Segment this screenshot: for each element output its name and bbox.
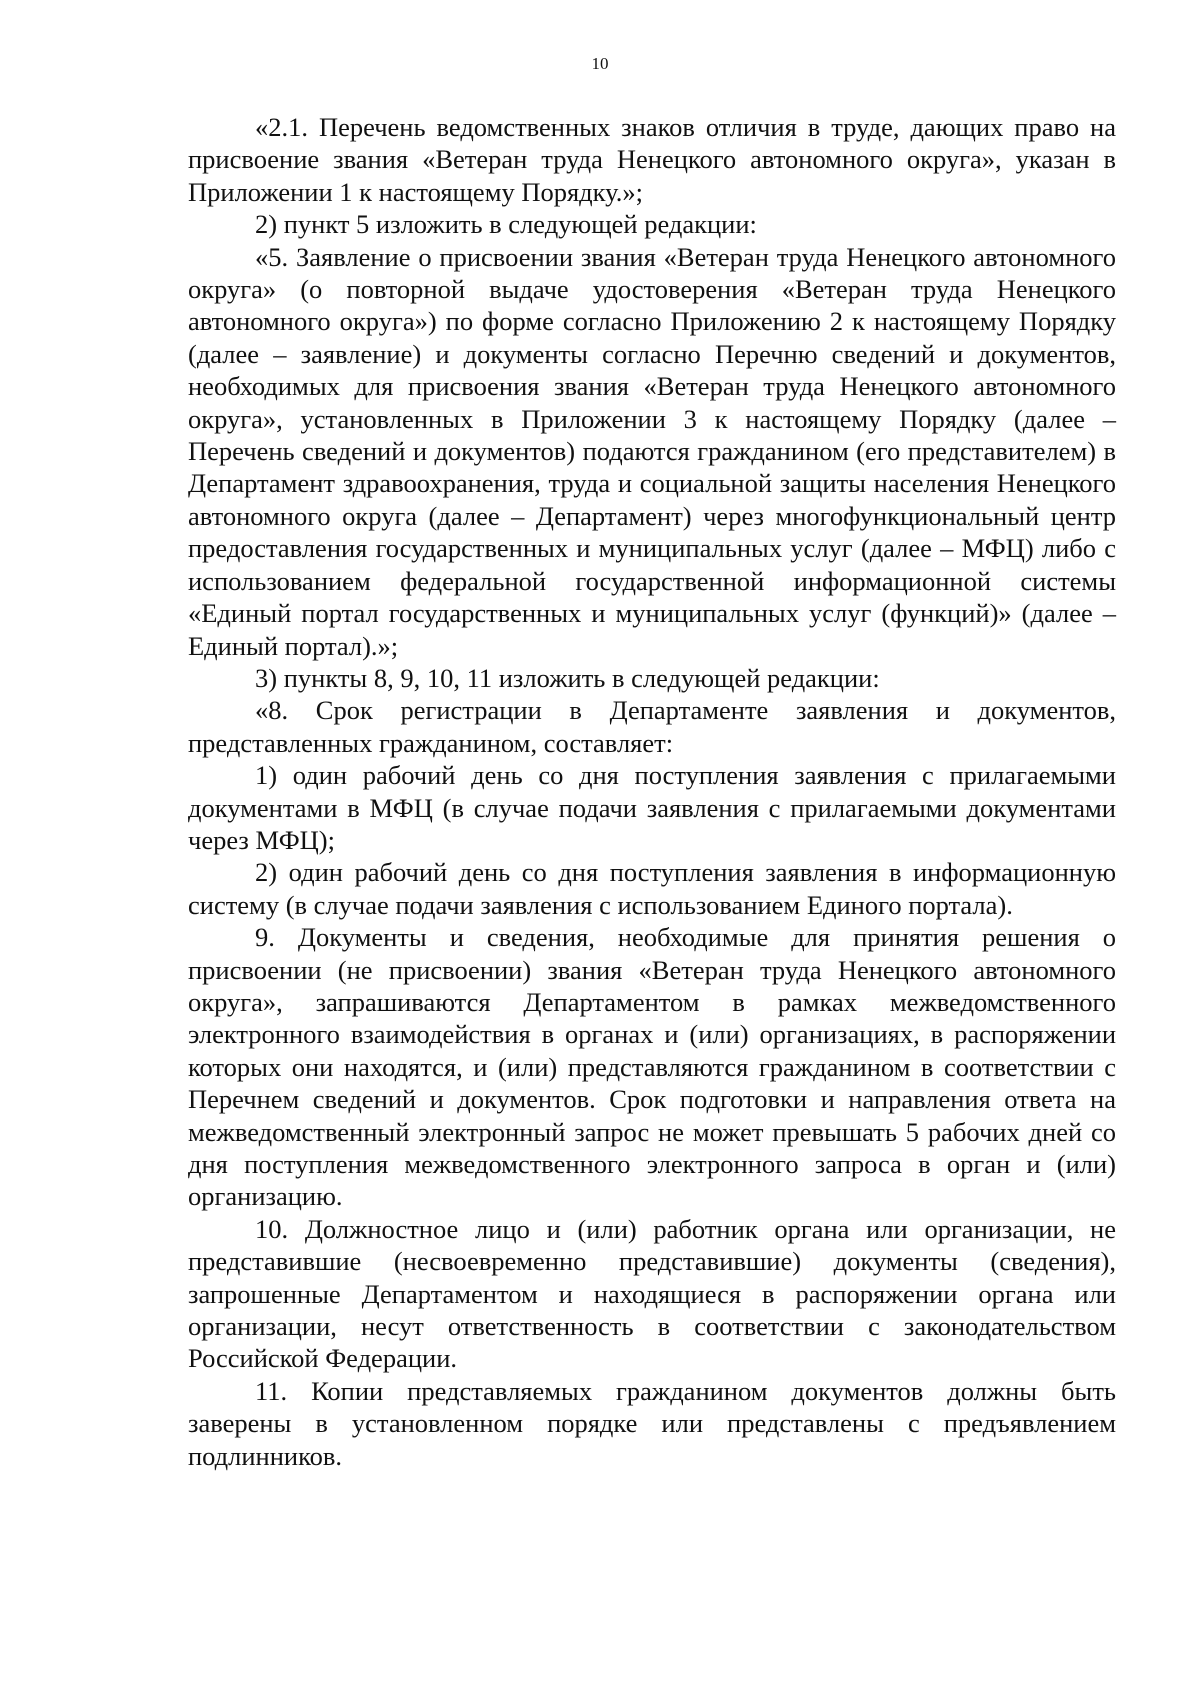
paragraph-8-item-2: 2) один рабочий день со дня поступления заявления в информационную систему (в случае подачи заявления с использованием Единого портала). — [188, 857, 1116, 920]
paragraph-9: 9. Документы и сведения, необходимые для принятия решения о присвоении (не присвоении) звания «Ветеран труда Ненецкого автономного округа», запрашиваются Департаментом в рамках межведомственного электронного взаимодействия в органах и (или) организациях, в распоряжении которых они находятся, и (или) представляются гражданином в соответствии с Перечнем сведений и документов. Срок подготовки и направления ответа на межведомственный электронный запрос не может превышать 5 рабочих дней со дня поступления межведомственного электронного запроса в орган и (или) организацию. — [188, 922, 1116, 1212]
paragraph-amendment-2: 2) пункт 5 изложить в следующей редакции: — [255, 209, 757, 240]
paragraph-11: 11. Копии представляемых гражданином документов должны быть заверены в установленном порядке или представлены с предъявлением подлинников. — [188, 1375, 1116, 1471]
paragraph-amendment-3: 3) пункты 8, 9, 10, 11 изложить в следующей редакции: — [255, 662, 880, 693]
paragraph-10: 10. Должностное лицо и (или) работник органа или организации, не представившие (несвоевременно представившие) документы (сведения), запрошенные Департаментом и находящиеся в распоряжении органа или организации, несут ответственность в соответствии с законодательством Российской Федерации. — [188, 1213, 1116, 1374]
paragraph-2-1: «2.1. Перечень ведомственных знаков отличия в труде, дающих право на присвоение звания «Ветеран труда Ненецкого автономного округа», указан в Приложении 1 к настоящему Порядку.»; — [188, 112, 1116, 207]
document-body — [188, 111, 1116, 1472]
paragraph-8-item-1: 1) один рабочий день со дня поступления заявления с прилагаемыми документами в МФЦ (в случае подачи заявления с прилагаемыми документами через МФЦ); — [188, 760, 1116, 855]
paragraph-8: «8. Срок регистрации в Департаменте заявления и документов, представленных гражданином, составляет: — [188, 695, 1116, 758]
page-number: 10 — [591, 54, 609, 73]
paragraph-5: «5. Заявление о присвоении звания «Ветеран труда Ненецкого автономного округа» (о повторной выдаче удостоверения «Ветеран труда Ненецкого автономного округа») по форме согласно Приложению 2 к настоящему Порядку (далее – заявление) и документы согласно Перечню сведений и документов, необходимых для присвоения звания «Ветеран труда Ненецкого автономного округа», установленных в Приложении 3 к настоящему Порядку (далее – Перечень сведений и документов) подаются гражданином (его представителем) в Департамент здравоохранения, труда и социальной защиты населения Ненецкого автономного округа (далее – Департамент) через многофункциональный центр предоставления государственных и муниципальных услуг (далее – МФЦ) либо с использованием федеральной государственной информационной системы «Единый портал государственных и муниципальных услуг (функций)» (далее – Единый портал).»; — [188, 241, 1116, 661]
